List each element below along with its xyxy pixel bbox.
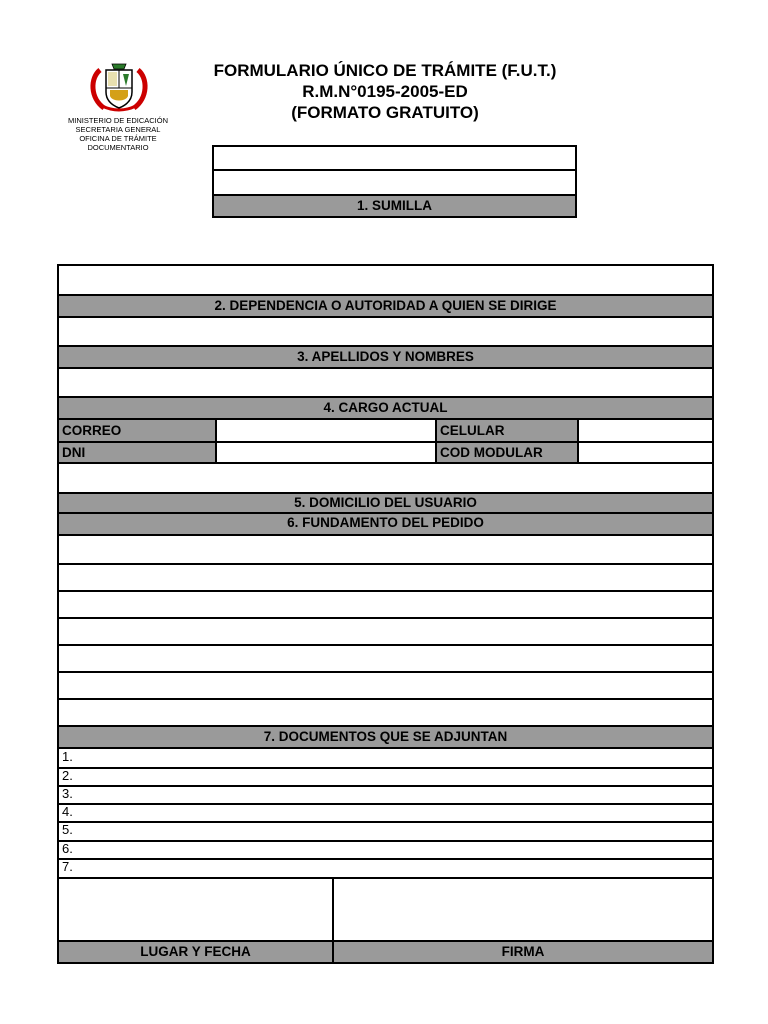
cargo-actual-field[interactable] [59, 369, 712, 397]
column-divider [215, 420, 217, 463]
document-line [59, 858, 712, 860]
apellidos-nombres-field[interactable] [59, 318, 712, 346]
column-divider [577, 420, 579, 463]
section-dependencia-header: 2. DEPENDENCIA O AUTORIDAD A QUIEN SE DIRIGE [57, 294, 714, 318]
cod-modular-label: COD MODULAR [437, 443, 577, 462]
sumilla-table [212, 145, 577, 218]
dni-input[interactable] [217, 443, 435, 462]
document-item-3[interactable]: 3. [62, 786, 73, 801]
fundamento-line [59, 563, 712, 565]
celular-label: CELULAR [437, 420, 577, 441]
title-line-1: FORMULARIO ÚNICO DE TRÁMITE (F.U.T.) [213, 61, 557, 80]
section-sumilla-header: 1. SUMILLA [214, 196, 575, 216]
ministry-caption [50, 116, 186, 152]
title-line-2: R.M.N°0195-2005-ED [302, 82, 468, 101]
document-line [59, 803, 712, 805]
sumilla-field-1[interactable] [214, 147, 575, 171]
document-item-5[interactable]: 5. [62, 822, 73, 837]
section-documentos-header: 7. DOCUMENTOS QUE SE ADJUNTAN [57, 725, 714, 749]
document-line [59, 840, 712, 842]
correo-label: CORREO [59, 420, 215, 441]
dependencia-field[interactable] [59, 266, 712, 295]
fundamento-line [59, 617, 712, 619]
document-item-1[interactable]: 1. [62, 749, 73, 764]
section-fundamento-header: 6. FUNDAMENTO DEL PEDIDO [57, 514, 714, 536]
document-item-4[interactable]: 4. [62, 804, 73, 819]
fundamento-line [59, 671, 712, 673]
document-item-6[interactable]: 6. [62, 841, 73, 856]
cod-modular-input[interactable] [579, 443, 712, 462]
ministry-line-1: MINISTERIO DE EDICACIÓN [67, 116, 168, 125]
main-form-table [57, 264, 714, 964]
document-line [59, 821, 712, 823]
firma-field[interactable] [335, 879, 712, 941]
ministry-line-2: SECRETARIA GENERAL [75, 125, 161, 134]
document-line [59, 785, 712, 787]
section-apellidos-header: 3. APELLIDOS Y NOMBRES [57, 345, 714, 369]
lugar-fecha-label: LUGAR Y FECHA [59, 942, 332, 962]
celular-input[interactable] [579, 420, 712, 441]
title-line-3: (FORMATO GRATUITO) [291, 103, 479, 122]
document-item-2[interactable]: 2. [62, 768, 73, 783]
fundamento-line [59, 644, 712, 646]
document-item-7[interactable]: 7. [62, 859, 73, 874]
dni-label: DNI [59, 443, 215, 462]
section-domicilio-header: 5. DOMICILIO DEL USUARIO [57, 492, 714, 514]
fundamento-line [59, 590, 712, 592]
ministry-line-4: DOCUMENTARIO [87, 143, 149, 152]
coat-of-arms-logo [86, 62, 152, 112]
domicilio-field[interactable] [59, 464, 712, 492]
correo-input[interactable] [217, 420, 435, 441]
column-divider [435, 420, 437, 463]
sumilla-field-2[interactable] [214, 171, 575, 196]
form-title [180, 60, 590, 123]
ministry-line-3: OFICINA DE TRÁMITE [79, 134, 157, 143]
lugar-fecha-field[interactable] [59, 879, 332, 941]
section-cargo-header: 4. CARGO ACTUAL [57, 396, 714, 420]
fundamento-line [59, 698, 712, 700]
document-line [59, 767, 712, 769]
firma-label: FIRMA [334, 942, 712, 962]
